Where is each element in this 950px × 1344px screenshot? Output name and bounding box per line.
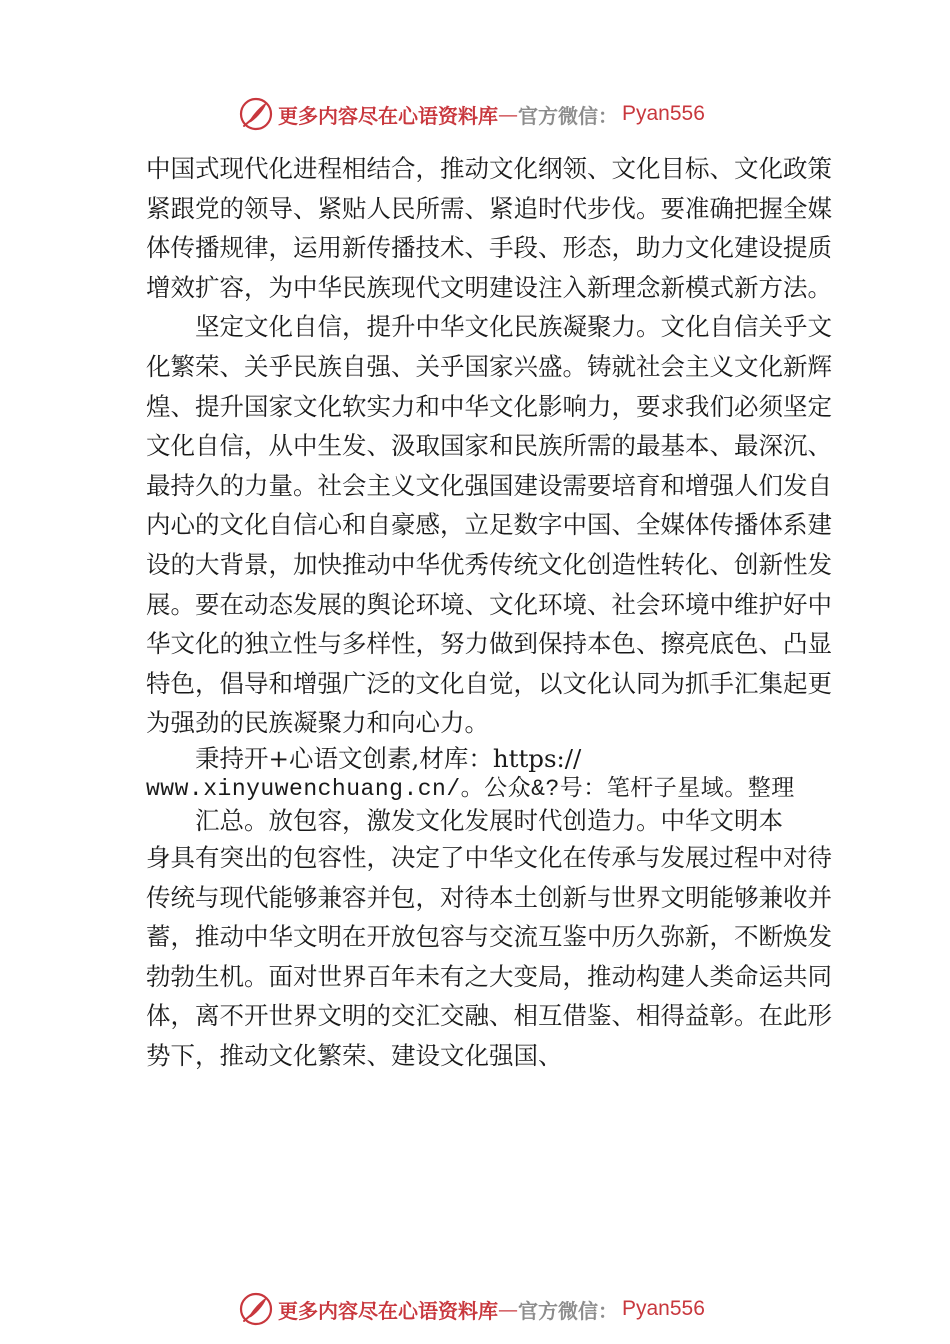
watermark-dash: —	[498, 1297, 518, 1321]
watermark-banner-bottom	[238, 1291, 705, 1327]
paragraph-1: 中国式现代化进程相结合，推动文化纲领、文化目标、文化政策紧跟党的领导、紧贴人民所需、紧追时代步伐。要准确把握全媒体传播规律，运用新传播技术、手段、形态，助力文化建设提质增效扩容，为中华民族现代文明建设注入新理念新模式新方法。	[146, 154, 832, 302]
feather-quill-logo	[238, 96, 274, 132]
watermark-wechat-label: 官方微信：	[518, 103, 618, 128]
note-line-1: 秉持开+心语文创素,材库：https://	[195, 743, 582, 773]
watermark-wechat-id: Pyan556	[622, 1297, 705, 1320]
watermark-brand: 更多内容尽在心语资料库	[278, 103, 498, 128]
note-line-3: 汇总。放包容，激发文化发展时代创造力。中华文明本	[195, 805, 783, 835]
inserted-note	[146, 743, 836, 836]
watermark-banner-top	[238, 96, 705, 132]
note-line-2: www.xinyuwenchuang.cn/。公众&?号：笔杆子星域。整理	[146, 775, 795, 802]
watermark-brand: 更多内容尽在心语资料库	[278, 1298, 498, 1323]
watermark-wechat-label: 官方微信：	[518, 1298, 618, 1323]
watermark-wechat-id: Pyan556	[622, 102, 705, 125]
paragraph-2: 坚定文化自信，提升中华文化民族凝聚力。文化自信关乎文化繁荣、关乎民族自强、关乎国家兴盛。铸就社会主义文化新辉煌、提升国家文化软实力和中华文化影响力，要求我们必须坚定文化自信，从中生发、汲取国家和民族所需的最基本、最深沉、最持久的力量。社会主义文化强国建设需要培育和增强人们发自内心的文化自信心和自豪感，立足数字中国、全媒体传播体系建设的大背景，加快推动中华优秀传统文化创造性转化、创新性发展。要在动态发展的舆论环境、文化环境、社会环境中维护好中华文化的独立性与多样性，努力做到保持本色、擦亮底色、凸显特色，倡导和增强广泛的文化自觉，以文化认同为抓手汇集起更为强劲的民族凝聚力和向心力。	[146, 312, 832, 738]
document-body	[146, 149, 836, 1075]
paragraph-3: 身具有突出的包容性，决定了中华文化在传承与发展过程中对待传统与现代能够兼容并包，对待本土创新与世界文明能够兼收并蓄，推动中华文明在开放包容与交流互鉴中历久弥新，不断焕发勃勃生机。面对世界百年未有之大变局，推动构建人类命运共同体，离不开世界文明的交汇交融、相互借鉴、相得益彰。在此形势下，推动文化繁荣、建设文化强国、	[146, 842, 832, 1070]
watermark-dash: —	[498, 102, 518, 126]
feather-quill-logo	[238, 1291, 274, 1327]
